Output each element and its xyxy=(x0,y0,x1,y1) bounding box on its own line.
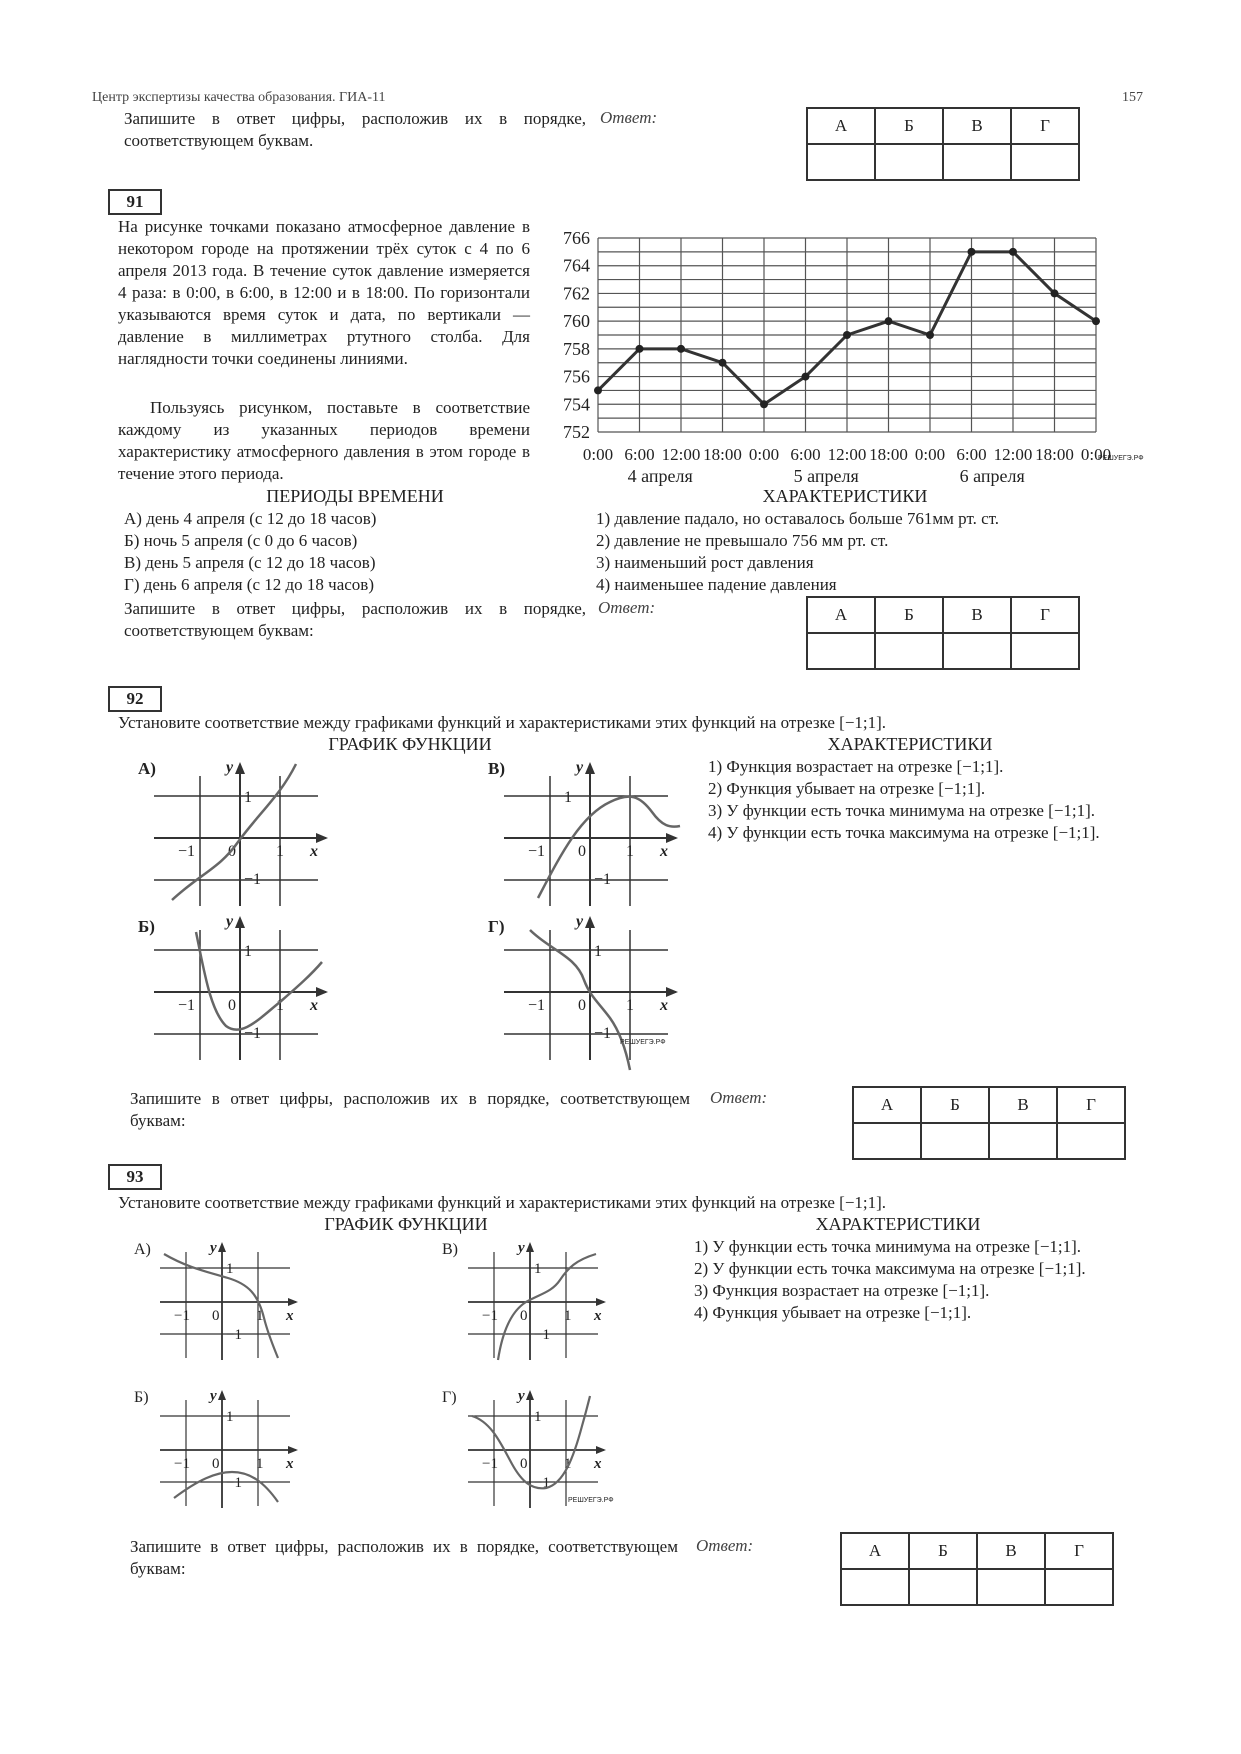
tick-label: −1 xyxy=(482,1456,498,1472)
data-point xyxy=(926,331,934,339)
tick-label: 1 xyxy=(626,843,634,860)
graphs-header: ГРАФИК ФУНКЦИИ xyxy=(328,734,492,754)
tick-label: 0 xyxy=(212,1308,220,1324)
x-axis-label: x xyxy=(660,843,668,860)
tick-label: 1 xyxy=(244,943,252,960)
x-tick-label: 6:00 xyxy=(790,445,821,464)
x-tick-label: 0:00 xyxy=(748,445,780,464)
answer-cell[interactable] xyxy=(853,1123,921,1159)
question-number: 92 xyxy=(108,686,162,712)
col-letter: В xyxy=(943,108,1011,144)
answer-cell[interactable] xyxy=(909,1569,977,1605)
y-axis-label: y xyxy=(210,1388,217,1404)
tick-label: −1 xyxy=(594,871,612,888)
data-point xyxy=(677,345,685,353)
y-axis-label: y xyxy=(518,1240,525,1256)
answer-label: Ответ: xyxy=(600,108,658,127)
date-label: 6 апреля xyxy=(959,466,1025,486)
x-axis-label: x xyxy=(286,1308,294,1324)
q93-task: Установите соответствие между графиками функций и характеристиками этих функций на отрезке [−1;1]. xyxy=(118,1193,887,1212)
answer-label: Ответ: xyxy=(710,1088,768,1107)
characteristic-item: 2) Функция убывает на отрезке [−1;1]. xyxy=(708,779,986,798)
tick-label: 1 xyxy=(564,1456,572,1472)
date-label: 5 апреля xyxy=(793,466,859,486)
tick-label: −1 xyxy=(534,1475,550,1491)
answer-table-top xyxy=(806,107,1080,181)
data-point xyxy=(1051,289,1059,297)
y-tick-label: 766 xyxy=(563,228,590,248)
tick-label: −1 xyxy=(534,1327,550,1343)
answer-instruction: Запишите в ответ цифры, расположив их в порядке, соответствующем буквам: xyxy=(130,1537,678,1578)
x-tick-label: 12:00 xyxy=(661,445,701,464)
col-letter: Г xyxy=(1045,1533,1113,1569)
answer-cell[interactable] xyxy=(977,1569,1045,1605)
chars-header: ХАРАКТЕРИСТИКИ xyxy=(827,734,993,754)
answer-cell[interactable] xyxy=(875,144,943,180)
y-axis-label: y xyxy=(226,759,234,776)
characteristic-item: 2) давление не превышало 756 мм рт. ст. xyxy=(596,531,889,550)
tick-label: −1 xyxy=(482,1308,498,1324)
tick-label: −1 xyxy=(594,1025,612,1042)
characteristic-item: 4) наименьшее падение давления xyxy=(596,575,837,594)
answer-label: Ответ: xyxy=(696,1536,754,1555)
function-curve xyxy=(498,1254,596,1360)
answer-table-92 xyxy=(852,1086,1126,1160)
date-label: 4 апреля xyxy=(627,466,693,486)
watermark: РЕШУЕГЭ.РФ xyxy=(1098,455,1144,462)
y-tick-label: 752 xyxy=(563,422,590,442)
y-axis-label: y xyxy=(226,913,234,930)
data-point xyxy=(843,331,851,339)
x-tick-label: 0:00 xyxy=(1080,445,1112,464)
function-curve xyxy=(196,932,322,1030)
x-tick-label: 6:00 xyxy=(956,445,987,464)
answer-table-91 xyxy=(806,596,1080,670)
tick-label: 1 xyxy=(564,1308,572,1324)
answer-instruction: Запишите в ответ цифры, расположив их в порядке, соответствующем буквам: xyxy=(130,1089,690,1130)
data-point xyxy=(719,359,727,367)
data-point xyxy=(885,317,893,325)
tick-label: 1 xyxy=(226,1261,234,1277)
characteristic-item: 2) У функции есть точка максимума на отрезке [−1;1]. xyxy=(694,1259,1086,1278)
tick-label: −1 xyxy=(178,997,196,1014)
x-tick-label: 0:00 xyxy=(914,445,946,464)
y-tick-label: 764 xyxy=(563,255,590,276)
x-tick-label: 12:00 xyxy=(993,445,1033,464)
tick-label: −1 xyxy=(244,1025,262,1042)
x-tick-label: 12:00 xyxy=(827,445,867,464)
col-letter: В xyxy=(977,1533,1045,1569)
tick-label: 1 xyxy=(276,997,284,1014)
tick-label: −1 xyxy=(174,1456,190,1472)
tick-label: 1 xyxy=(276,843,284,860)
periods-header: ПЕРИОДЫ ВРЕМЕНИ xyxy=(266,486,444,506)
y-axis-label: y xyxy=(576,759,584,776)
characteristic-item: 1) У функции есть точка минимума на отрезке [−1;1]. xyxy=(694,1237,1082,1256)
answer-instruction: Запишите в ответ цифры, расположив их в порядке, соответствующем буквам: xyxy=(124,599,586,640)
tick-label: −1 xyxy=(174,1308,190,1324)
period-item: Б) ночь 5 апреля (с 0 до 6 часов) xyxy=(124,531,358,550)
characteristic-item: 3) Функция возрастает на отрезке [−1;1]. xyxy=(694,1281,990,1300)
q93-characteristics xyxy=(694,1236,1102,1324)
col-letter: В xyxy=(989,1087,1057,1123)
answer-cell[interactable] xyxy=(807,633,875,669)
col-letter: Г xyxy=(1011,597,1079,633)
graph-b xyxy=(128,1386,308,1512)
col-letter: Б xyxy=(921,1087,989,1123)
q92-task: Установите соответствие между графиками функций и характеристиками этих функций на отрезке [−1;1]. xyxy=(118,713,887,732)
characteristic-item: 3) У функции есть точка минимума на отрезке [−1;1]. xyxy=(708,801,1096,820)
x-tick-label: 18:00 xyxy=(1035,445,1074,464)
data-point xyxy=(760,400,768,408)
y-tick-label: 762 xyxy=(563,283,590,304)
tick-label: 0 xyxy=(228,843,236,860)
col-letter: А xyxy=(807,108,875,144)
tick-label: 0 xyxy=(228,997,236,1014)
data-point xyxy=(1009,248,1017,256)
answer-cell[interactable] xyxy=(1045,1569,1113,1605)
tick-label: 1 xyxy=(256,1308,264,1324)
col-letter: А xyxy=(853,1087,921,1123)
graph-label: Б) xyxy=(138,917,155,936)
characteristic-item: 4) У функции есть точка максимума на отрезке [−1;1]. xyxy=(708,823,1100,842)
question-number: 93 xyxy=(108,1164,162,1190)
function-curve xyxy=(472,1396,590,1488)
data-point xyxy=(594,386,602,394)
graph-b xyxy=(130,910,350,1070)
x-axis-label: x xyxy=(660,997,668,1014)
period-item: В) день 5 апреля (с 12 до 18 часов) xyxy=(124,553,376,572)
data-point xyxy=(968,248,976,256)
y-axis-label: y xyxy=(210,1240,217,1256)
graph-label: Г) xyxy=(442,1389,457,1406)
function-curve xyxy=(164,1254,278,1358)
y-tick-label: 756 xyxy=(563,366,590,387)
chars-header: ХАРАКТЕРИСТИКИ xyxy=(762,486,928,506)
y-axis-label: y xyxy=(518,1388,525,1404)
graph-d xyxy=(436,1386,616,1512)
characteristic-item: 4) Функция убывает на отрезке [−1;1]. xyxy=(694,1303,972,1322)
tick-label: 1 xyxy=(626,997,634,1014)
tick-label: 1 xyxy=(256,1456,264,1472)
q92-characteristics xyxy=(708,756,1114,844)
col-letter: Г xyxy=(1011,108,1079,144)
characteristic-item: 1) давление падало, но оставалось больше 761мм рт. ст. xyxy=(596,509,1000,528)
question-number: 91 xyxy=(108,189,162,215)
tick-label: 1 xyxy=(534,1261,542,1277)
x-tick-label: 18:00 xyxy=(703,445,742,464)
x-axis-label: x xyxy=(594,1308,602,1324)
watermark: РЕШУЕГЭ.РФ xyxy=(568,1497,614,1504)
col-letter: Б xyxy=(875,108,943,144)
col-letter: В xyxy=(943,597,1011,633)
period-item: А) день 4 апреля (с 12 до 18 часов) xyxy=(124,509,377,528)
answer-cell[interactable] xyxy=(807,144,875,180)
answer-cell[interactable] xyxy=(921,1123,989,1159)
tick-label: 1 xyxy=(226,1409,234,1425)
header-title: Центр экспертизы качества образования. ГИА-11 xyxy=(92,90,386,105)
graph-label: В) xyxy=(442,1241,458,1258)
answer-cell[interactable] xyxy=(1011,144,1079,180)
q91-text-2: Пользуясь рисунком, поставьте в соответствие каждому из указанных периодов времени характеристику атмосферного давления в этом городе в течение этого периода. xyxy=(118,398,530,483)
y-tick-label: 760 xyxy=(563,311,590,332)
watermark: РЕШУЕГЭ.РФ xyxy=(620,1039,666,1046)
x-axis-label: x xyxy=(286,1456,294,1472)
period-item: Г) день 6 апреля (с 12 до 18 часов) xyxy=(124,575,374,594)
y-axis-label: y xyxy=(576,913,584,930)
graph-label: Б) xyxy=(134,1389,149,1406)
col-letter: А xyxy=(841,1533,909,1569)
graph-d xyxy=(480,910,700,1078)
answer-cell[interactable] xyxy=(841,1569,909,1605)
tick-label: 1 xyxy=(244,789,252,806)
answer-cell[interactable] xyxy=(943,633,1011,669)
col-letter: Б xyxy=(909,1533,977,1569)
graph-a xyxy=(130,756,350,916)
x-tick-label: 6:00 xyxy=(624,445,655,464)
graph-label: Г) xyxy=(488,917,505,936)
graph-label: А) xyxy=(138,759,156,778)
answer-cell[interactable] xyxy=(1011,633,1079,669)
tick-label: 0 xyxy=(212,1456,220,1472)
answer-cell[interactable] xyxy=(875,633,943,669)
graph-c xyxy=(480,756,700,916)
tick-label: 1 xyxy=(564,789,572,806)
chars-header: ХАРАКТЕРИСТИКИ xyxy=(815,1214,981,1234)
col-letter: Б xyxy=(875,597,943,633)
pressure-chart xyxy=(540,222,1144,486)
tick-label: −1 xyxy=(528,843,546,860)
graph-label: А) xyxy=(134,1241,151,1258)
answer-cell[interactable] xyxy=(989,1123,1057,1159)
tick-label: 0 xyxy=(520,1308,528,1324)
data-point xyxy=(1092,317,1100,325)
tick-label: 1 xyxy=(594,943,602,960)
answer-instruction-top: Запишите в ответ цифры, расположив их в порядке, соответствующем буквам. xyxy=(124,109,586,150)
tick-label: −1 xyxy=(244,871,262,888)
col-letter: А xyxy=(807,597,875,633)
tick-label: 0 xyxy=(578,843,586,860)
graphs-header: ГРАФИК ФУНКЦИИ xyxy=(324,1214,488,1234)
data-point xyxy=(636,345,644,353)
tick-label: −1 xyxy=(178,843,196,860)
tick-label: −1 xyxy=(226,1475,242,1491)
tick-label: −1 xyxy=(528,997,546,1014)
x-axis-label: x xyxy=(310,997,318,1014)
data-point xyxy=(802,373,810,381)
tick-label: −1 xyxy=(226,1327,242,1343)
x-tick-label: 0:00 xyxy=(582,445,614,464)
characteristic-item: 3) наименьший рост давления xyxy=(596,553,814,572)
q91-text: На рисунке точками показано атмосферное давление в некотором городе на протяжении трёх суток с 4 по 6 апреля 2013 года. В течение суток давление измеряется 4 раза: в 0:00, в 6:00, в 12:00 и в 18:00. По горизонтали указываются время суток и дата, по вертикали — давление в миллиметрах ртутного столба. Для наглядности точки соединены линиями. xyxy=(118,217,530,368)
tick-label: 1 xyxy=(534,1409,542,1425)
col-letter: Г xyxy=(1057,1087,1125,1123)
x-axis-label: x xyxy=(310,843,318,860)
page-number: 157 xyxy=(1122,90,1143,105)
tick-label: 0 xyxy=(578,997,586,1014)
graph-label: В) xyxy=(488,759,505,778)
graph-c xyxy=(436,1238,616,1364)
answer-cell[interactable] xyxy=(943,144,1011,180)
answer-cell[interactable] xyxy=(1057,1123,1125,1159)
answer-table-93 xyxy=(840,1532,1114,1606)
x-tick-label: 18:00 xyxy=(869,445,908,464)
y-tick-label: 754 xyxy=(563,394,590,415)
tick-label: 0 xyxy=(520,1456,528,1472)
x-axis-label: x xyxy=(594,1456,602,1472)
answer-label: Ответ: xyxy=(598,598,656,617)
characteristic-item: 1) Функция возрастает на отрезке [−1;1]. xyxy=(708,757,1004,776)
graph-a xyxy=(128,1238,308,1364)
y-tick-label: 758 xyxy=(563,338,590,359)
